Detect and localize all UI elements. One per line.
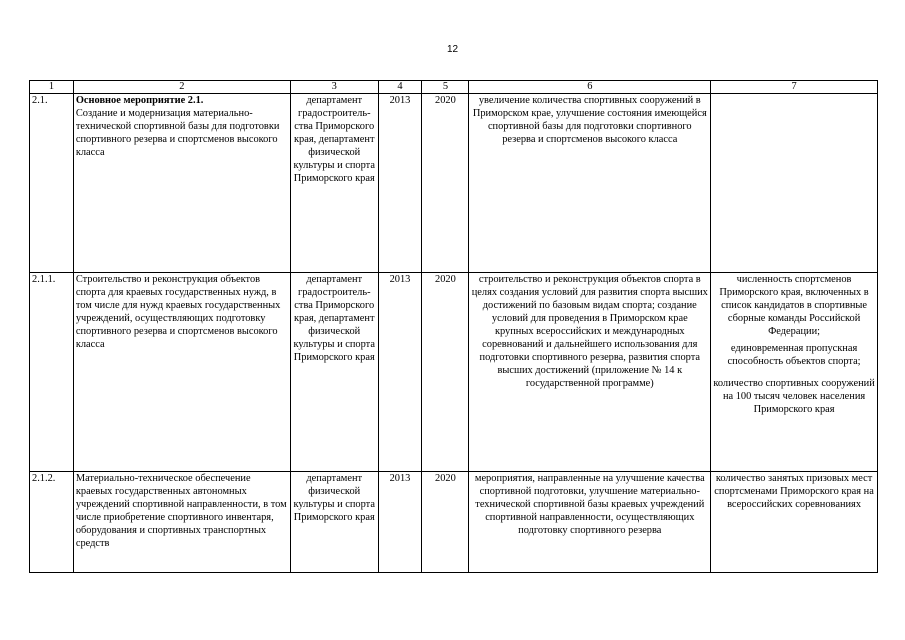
row-number: 2.1.1. bbox=[30, 273, 74, 472]
end-year-cell: 2020 bbox=[422, 94, 469, 273]
executor-cell: департамент физической культуры и спорта Приморского края bbox=[290, 472, 378, 573]
column-header: 7 bbox=[711, 81, 878, 94]
activity-description: Строительство и реконструкция объектов спорта для краевых государственных нужд, в том числе для нужд краевых государственных учреждений, осуществляющих подготовку спортивного резерва и спортсменов высокого класса bbox=[75, 274, 281, 350]
activity-cell bbox=[73, 472, 290, 573]
page-number: 12 bbox=[446, 44, 459, 55]
indicator-item: численность спортсменов Приморского края, включенных в список кандидатов в спортивные сборные команды Российской Федерации; bbox=[719, 274, 869, 337]
end-year-cell: 2020 bbox=[422, 273, 469, 472]
start-year-cell: 2013 bbox=[378, 94, 422, 273]
indicator-item: единовременная пропускная способность объектов спорта; bbox=[727, 343, 861, 367]
activity-description: Создание и модернизация материально-технической спортивной базы для подготовки спортивного резерва и спортсменов высокого класса bbox=[75, 108, 280, 158]
table-row bbox=[30, 273, 878, 472]
end-year-cell: 2020 bbox=[422, 472, 469, 573]
result-cell: мероприятия, направленные на улучшение качества спортивной подготовки, улучшение материально-технической спортивной базы краевых учреждений спортивной направленности, осуществляющих подготовку спортивного резерва bbox=[469, 472, 711, 573]
indicators-cell bbox=[711, 94, 878, 273]
result-cell: увеличение количества спортивных сооружений в Приморском крае, улучшение состояния имеющейся спортивной базы для подготовки спортивного резерва и спортсменов высокого класса bbox=[469, 94, 711, 273]
row-number: 2.1. bbox=[30, 94, 74, 273]
activity-cell bbox=[73, 94, 290, 273]
start-year-cell: 2013 bbox=[378, 273, 422, 472]
activity-cell bbox=[73, 273, 290, 472]
indicator-item: количество занятых призовых мест спортсменами Приморского края на всероссийских соревнованиях bbox=[714, 473, 874, 510]
column-header: 2 bbox=[73, 81, 290, 94]
column-header: 1 bbox=[30, 81, 74, 94]
column-header: 6 bbox=[469, 81, 711, 94]
column-header: 4 bbox=[378, 81, 422, 94]
table-row bbox=[30, 94, 878, 273]
executor-cell: департамент градостроитель-ства Приморского края, департамент физической культуры и спорта Приморского края bbox=[290, 94, 378, 273]
activity-description: Материально-техническое обеспечение краевых государственных автономных учреждений спортивной направленности, в том числе приобретение спортивного инвентаря, оборудования и спортивных транспортных средств bbox=[75, 473, 287, 549]
activity-title: Основное мероприятие 2.1. bbox=[75, 95, 204, 106]
indicator-item: количество спортивных сооружений на 100 тысяч человек населения Приморского края bbox=[713, 378, 875, 415]
indicators-cell bbox=[711, 472, 878, 573]
column-header: 3 bbox=[290, 81, 378, 94]
executor-cell: департамент градостроитель-ства Приморского края, департамент физической культуры и спорта Приморского края bbox=[290, 273, 378, 472]
row-number: 2.1.2. bbox=[30, 472, 74, 573]
program-table bbox=[29, 80, 878, 573]
column-header: 5 bbox=[422, 81, 469, 94]
start-year-cell: 2013 bbox=[378, 472, 422, 573]
table-header-row bbox=[30, 81, 878, 94]
table-row bbox=[30, 472, 878, 573]
result-cell: строительство и реконструкция объектов спорта в целях создания условий для развития спорта высших достижений по базовым видам спорта; создание условий для проведения в Приморском крае крупных всероссийских и международных соревнований и дальнейшего использования для подготовки спортивного резерва, развития спорта высших достижений (приложение № 14 к государственной программе) bbox=[469, 273, 711, 472]
indicators-cell bbox=[711, 273, 878, 472]
